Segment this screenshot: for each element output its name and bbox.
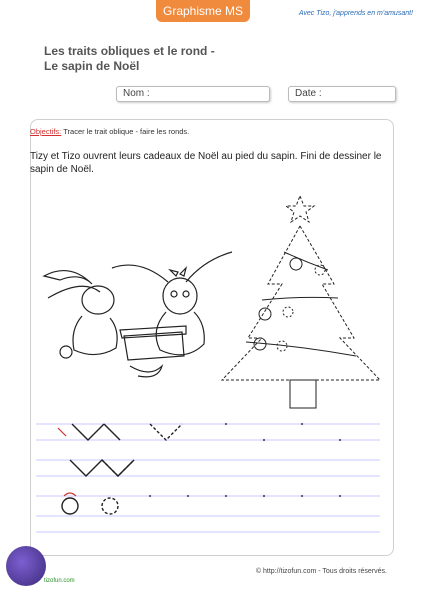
bunny-body-left bbox=[73, 316, 117, 355]
tree-star bbox=[286, 196, 314, 222]
tizo-logo bbox=[6, 546, 46, 586]
ornament bbox=[290, 258, 302, 270]
title-line-1: Les traits obliques et le rond - bbox=[44, 44, 215, 58]
v-solid bbox=[72, 424, 104, 440]
bunny-ear-left bbox=[44, 271, 92, 284]
bunny-ear-left-2 bbox=[48, 286, 100, 298]
copyright: © http://tizofun.com - Tous droits réservés. bbox=[255, 568, 387, 575]
v-row-2 bbox=[70, 460, 134, 476]
gift-ribbon bbox=[130, 366, 162, 377]
date-field[interactable]: Date : bbox=[288, 86, 396, 102]
circle-solid bbox=[62, 498, 78, 514]
v-row-2-dotted bbox=[102, 460, 134, 476]
ornament bbox=[259, 308, 271, 320]
bunny-ear-right bbox=[112, 265, 168, 282]
instructions: Tizy et Tizo ouvrent leurs cadeaux de Noël au pied du sapin. Fini de dessiner le sapin de Noël. bbox=[30, 151, 382, 175]
bunny-ear-right-2 bbox=[186, 252, 232, 282]
circle-dotted bbox=[102, 498, 118, 514]
ornament-dotted bbox=[283, 307, 293, 317]
bunny-tail bbox=[60, 346, 72, 358]
bunnies-illustration bbox=[44, 252, 232, 377]
objective-label: Objectifs: bbox=[30, 127, 62, 136]
name-field[interactable]: Nom : bbox=[116, 86, 270, 102]
v-solid-2 bbox=[104, 424, 120, 440]
tree-outline bbox=[222, 226, 380, 380]
v-dotted bbox=[150, 424, 182, 440]
oblique-practice bbox=[58, 424, 182, 476]
slogan: Avec Tizo, j'apprends en m'amusant! bbox=[298, 10, 413, 17]
arrow-red-circle bbox=[64, 493, 76, 496]
arrow-red bbox=[58, 428, 66, 436]
title-line-2: Le sapin de Noël bbox=[44, 59, 140, 73]
bunny-eye-2 bbox=[183, 291, 189, 297]
objective-text: Tracer le trait oblique - faire les ronds. bbox=[63, 127, 190, 136]
logo-text: tizofun.com bbox=[44, 578, 75, 584]
bunny-head-right bbox=[163, 278, 197, 314]
bunny-eye bbox=[171, 291, 177, 297]
tree-trunk bbox=[290, 380, 316, 408]
level-tag: Graphisme MS bbox=[156, 0, 250, 22]
bunny-bow bbox=[170, 268, 186, 276]
christmas-tree bbox=[222, 196, 380, 408]
